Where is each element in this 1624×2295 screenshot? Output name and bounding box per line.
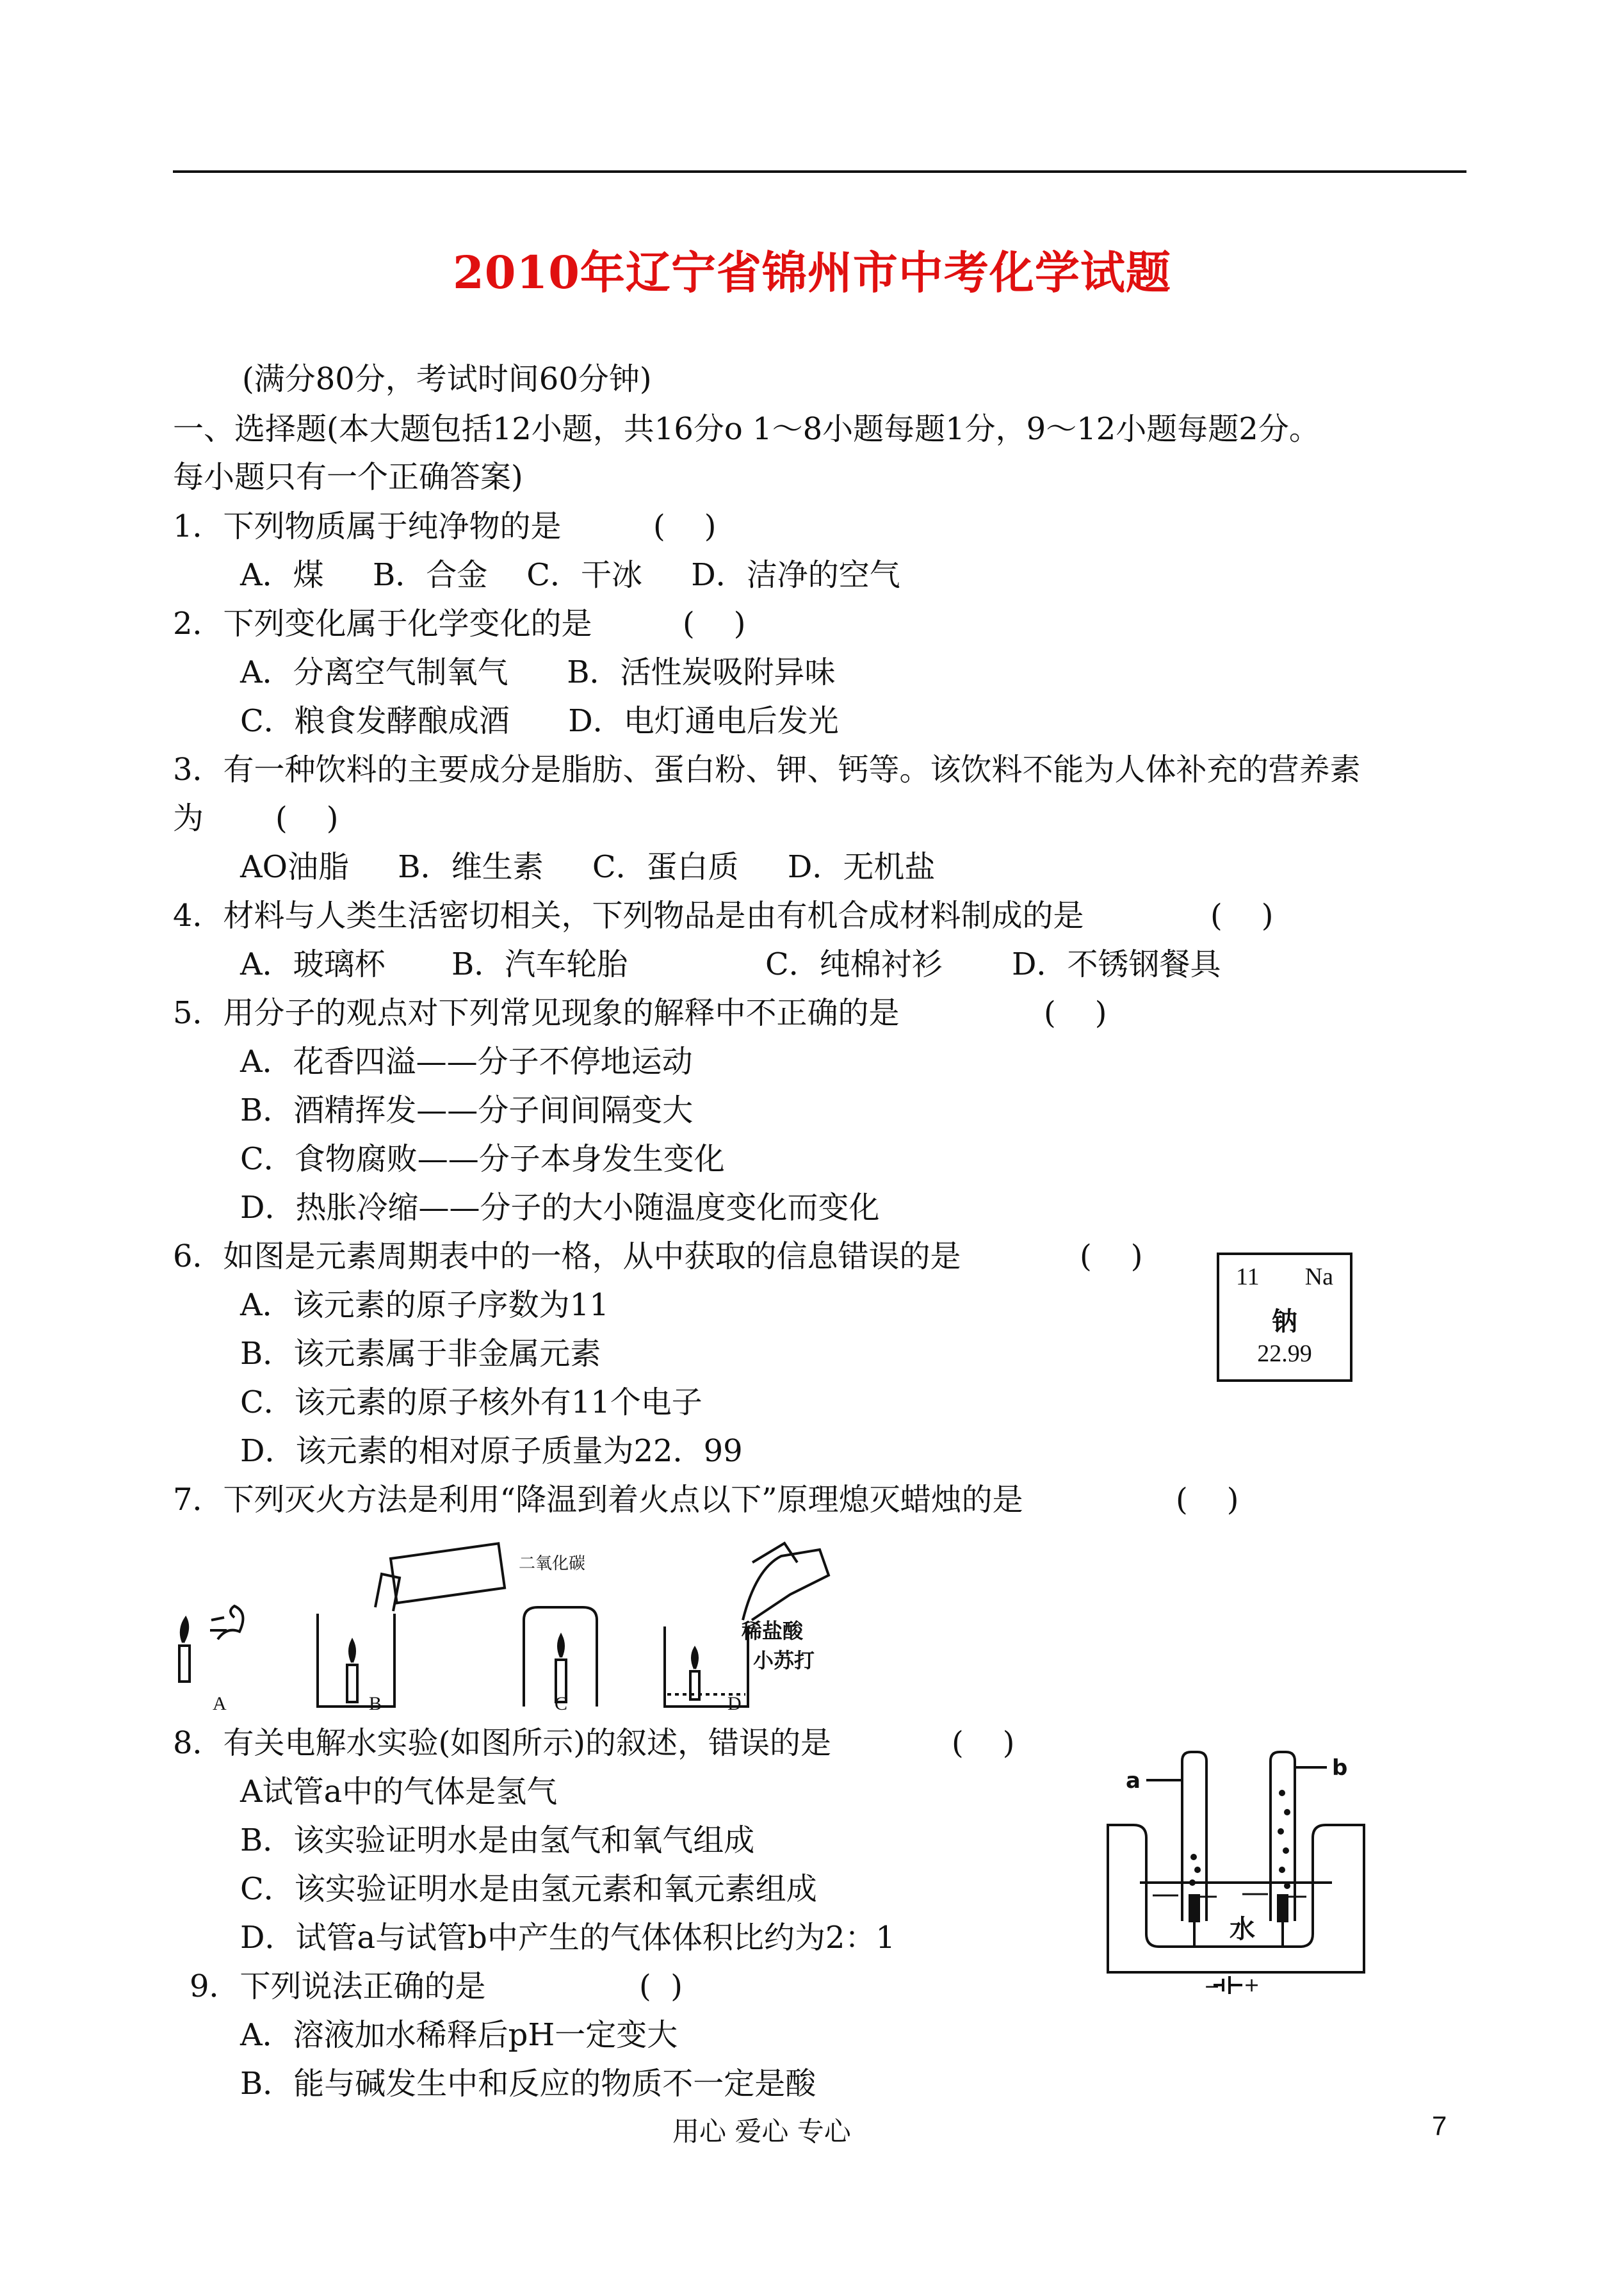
exam-info: (满分80分，考试时间60分钟): [242, 361, 652, 397]
question-4-option-d: D．不锈钢餐具: [1012, 946, 1221, 982]
positive-terminal-label: +: [1244, 1974, 1260, 1997]
question-8-option-a: A试管a中的气体是氢气: [240, 1774, 558, 1810]
question-8-option-d: D．试管a与试管b中产生的气体体积比约为2：1: [240, 1920, 895, 1956]
question-3-options: AO油脂 B．维生素 C．蛋白质 D．无机盐: [240, 849, 936, 885]
question-6-option-b: B．该元素属于非金属元素: [240, 1336, 601, 1372]
question-5-option-d: D．热胀冷缩——分子的大小随温度变化而变化: [240, 1190, 880, 1226]
question-1-answer-blank: ( ): [653, 508, 717, 544]
section-heading-cont: 每小题只有一个正确答案): [173, 459, 523, 495]
question-6-answer-blank: ( ): [1080, 1238, 1143, 1274]
element-symbol: Na: [1304, 1263, 1333, 1290]
question-1-options: A．煤 B．合金 C．干冰 D．洁净的空气: [240, 557, 900, 593]
question-8-answer-blank: ( ): [952, 1725, 1015, 1761]
question-6-stem: 6．如图是元素周期表中的一格，从中获取的信息错误的是: [173, 1238, 961, 1274]
atomic-mass: 22.99: [1257, 1340, 1312, 1367]
negative-terminal-label: −: [1204, 1975, 1221, 1998]
tube-b-label: b: [1332, 1755, 1348, 1781]
electrolysis-apparatus-figure: [1101, 1729, 1383, 1998]
question-9-option-a: A．溶液加水稀释后pH一定变大: [240, 2017, 678, 2053]
question-3-answer-blank: ( ): [275, 800, 339, 836]
question-5-option-b: B．酒精挥发——分子间间隔变大: [240, 1092, 694, 1128]
question-4-option-c: C．纯棉衬衫: [765, 946, 943, 982]
element-name: 钠: [1272, 1307, 1297, 1336]
figure-label-a: A: [213, 1693, 227, 1714]
question-3-stem-cont: 为: [173, 800, 204, 836]
question-9-option-b: B．能与碱发生中和反应的物质不一定是酸: [240, 2066, 816, 2102]
question-4-option-a: A．玻璃杯: [240, 946, 386, 982]
question-2-options-cd: C．粮食发酵酿成酒 D．电灯通电后发光: [240, 703, 839, 739]
question-8-stem: 8．有关电解水实验(如图所示)的叙述，错误的是: [173, 1725, 831, 1761]
question-6-option-a: A．该元素的原子序数为11: [240, 1287, 609, 1323]
footer-motto: 用心 爱心 专心: [672, 2116, 851, 2147]
baking-soda-label: 小苏打: [753, 1648, 815, 1673]
question-3-stem: 3．有一种饮料的主要成分是脂肪、蛋白粉、钾、钙等。该饮料不能为人体补充的营养素: [173, 752, 1361, 788]
question-5-option-a: A．花香四溢——分子不停地运动: [240, 1044, 693, 1080]
tube-a-label: a: [1126, 1768, 1141, 1794]
question-6-option-c: C．该元素的原子核外有11个电子: [240, 1384, 702, 1420]
dilute-hcl-label: 稀盐酸: [742, 1619, 804, 1643]
periodic-table-cell: [1217, 1253, 1352, 1382]
atomic-number: 11: [1236, 1263, 1260, 1290]
question-8-option-b: B．该实验证明水是由氢气和氧气组成: [240, 1822, 755, 1858]
figure-label-b: B: [369, 1693, 382, 1714]
question-7-answer-blank: ( ): [1176, 1482, 1239, 1518]
page-title: 2010年辽宁省锦州市中考化学试题: [453, 246, 1171, 299]
question-4-option-b: B．汽车轮胎: [451, 946, 628, 982]
question-6-option-d: D．该元素的相对原子质量为22．99: [240, 1433, 743, 1469]
question-2-stem: 2．下列变化属于化学变化的是: [173, 606, 592, 642]
figure-label-c: C: [555, 1693, 568, 1714]
question-7-stem: 7．下列灭火方法是利用“降温到着火点以下”原理熄灭蜡烛的是: [173, 1482, 1023, 1518]
water-label: 水: [1230, 1915, 1255, 1944]
section-heading: 一、选择题(本大题包括12小题，共16分o 1～8小题每题1分，9～12小题每题2分。: [173, 411, 1320, 447]
question-8-option-c: C．该实验证明水是由氢元素和氧元素组成: [240, 1871, 817, 1907]
question-2-answer-blank: ( ): [683, 606, 746, 642]
question-5-stem: 5．用分子的观点对下列常见现象的解释中不正确的是: [173, 995, 900, 1031]
figure-label-d: D: [727, 1693, 742, 1714]
question-4-stem: 4．材料与人类生活密切相关，下列物品是由有机合成材料制成的是: [173, 898, 1084, 934]
question-1-stem: 1．下列物质属于纯净物的是: [173, 508, 562, 544]
question-5-answer-blank: ( ): [1044, 995, 1107, 1031]
question-4-answer-blank: ( ): [1210, 898, 1274, 934]
header-rule: [173, 170, 1466, 173]
page-number: 7: [1432, 2111, 1447, 2141]
co2-label: 二氧化碳: [519, 1554, 586, 1573]
question-2-options-ab: A．分离空气制氧气 B．活性炭吸附异味: [240, 654, 836, 690]
question-9-answer-blank: ( ): [639, 1968, 683, 2004]
question-5-option-c: C．食物腐败——分子本身发生变化: [240, 1141, 725, 1177]
extinguishing-methods-figure: [173, 1524, 877, 1716]
question-9-stem: 9．下列说法正确的是: [190, 1968, 486, 2004]
